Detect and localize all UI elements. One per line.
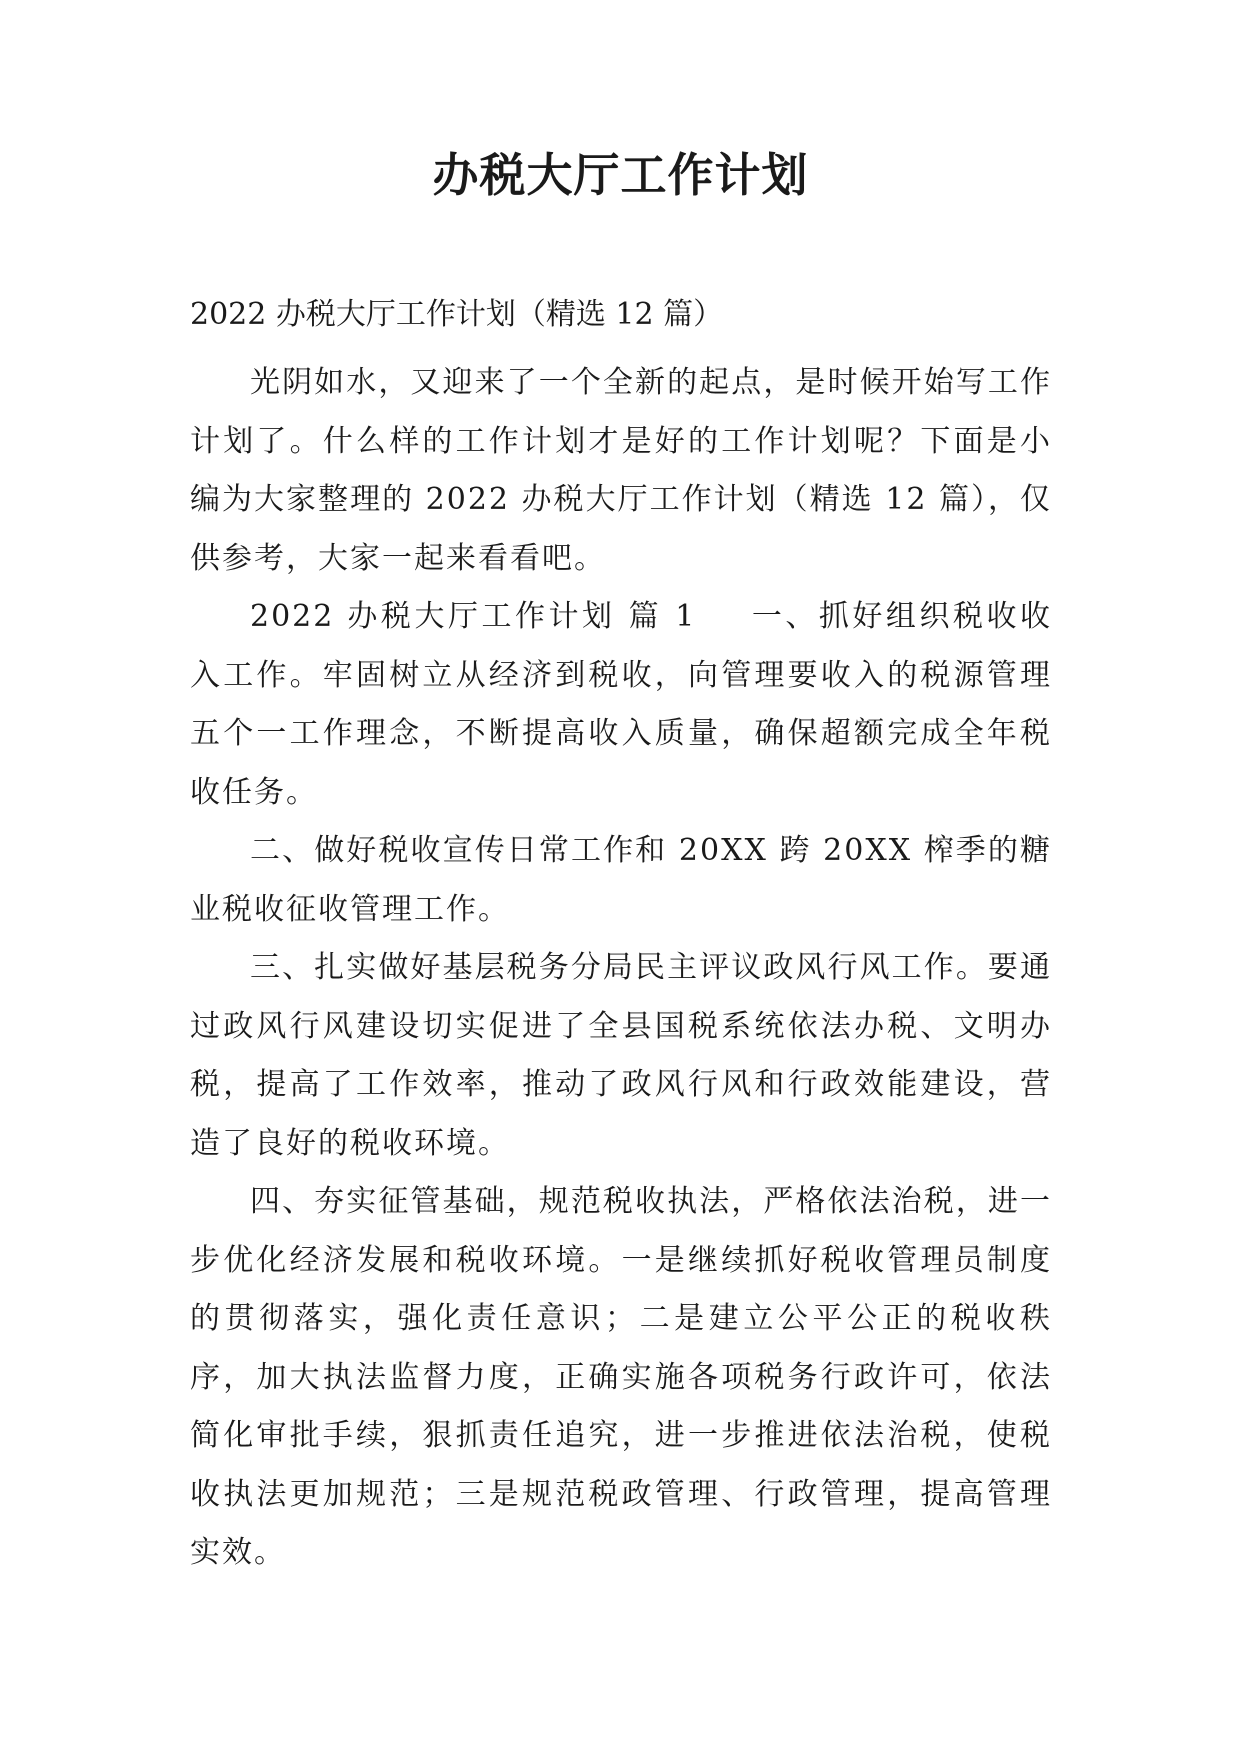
- item-4-paragraph: 四、夯实征管基础，规范税收执法，严格依法治税，进一步优化经济发展和税收环境。一是继续抓好税收管理员制度的贯彻落实，强化责任意识；二是建立公平公正的税收秩序，加大执法监督力度，正确实施各项税务行政许可，依法简化审批手续，狠抓责任追究，进一步推进依法治税，使税收执法更加规范；三是规范税政管理、行政管理，提高管理实效。: [190, 1184, 1052, 1570]
- document-subtitle: 2022 办税大厅工作计划（精选 12 篇）: [190, 297, 724, 332]
- document-title: 办税大厅工作计划: [432, 148, 809, 202]
- intro-paragraph: 光阴如水，又迎来了一个全新的起点，是时候开始写工作计划了。什么样的工作计划才是好的工作计划呢？下面是小编为大家整理的 2022 办税大厅工作计划（精选 12 篇），仅供参考，大家一起来看看吧。: [190, 365, 1052, 576]
- item-3-paragraph: 三、扎实做好基层税务分局民主评议政风行风工作。要通过政风行风建设切实促进了全县国税系统依法办税、文明办税，提高了工作效率，推动了政风行风和行政效能建设，营造了良好的税收环境。: [190, 950, 1052, 1161]
- document-body: [190, 354, 1052, 1583]
- item-1-text: 一、抓好组织税收收入工作。牢固树立从经济到税收，向管理要收入的税源管理五个一工作理念，不断提高收入质量，确保超额完成全年税收任务。: [190, 599, 1053, 810]
- section-heading: 2022 办税大厅工作计划 篇 1: [250, 599, 697, 634]
- item-2-paragraph: 二、做好税收宣传日常工作和 20XX 跨 20XX 榨季的糖业税收征收管理工作。: [190, 833, 1052, 927]
- section-1-paragraph: [190, 588, 1052, 822]
